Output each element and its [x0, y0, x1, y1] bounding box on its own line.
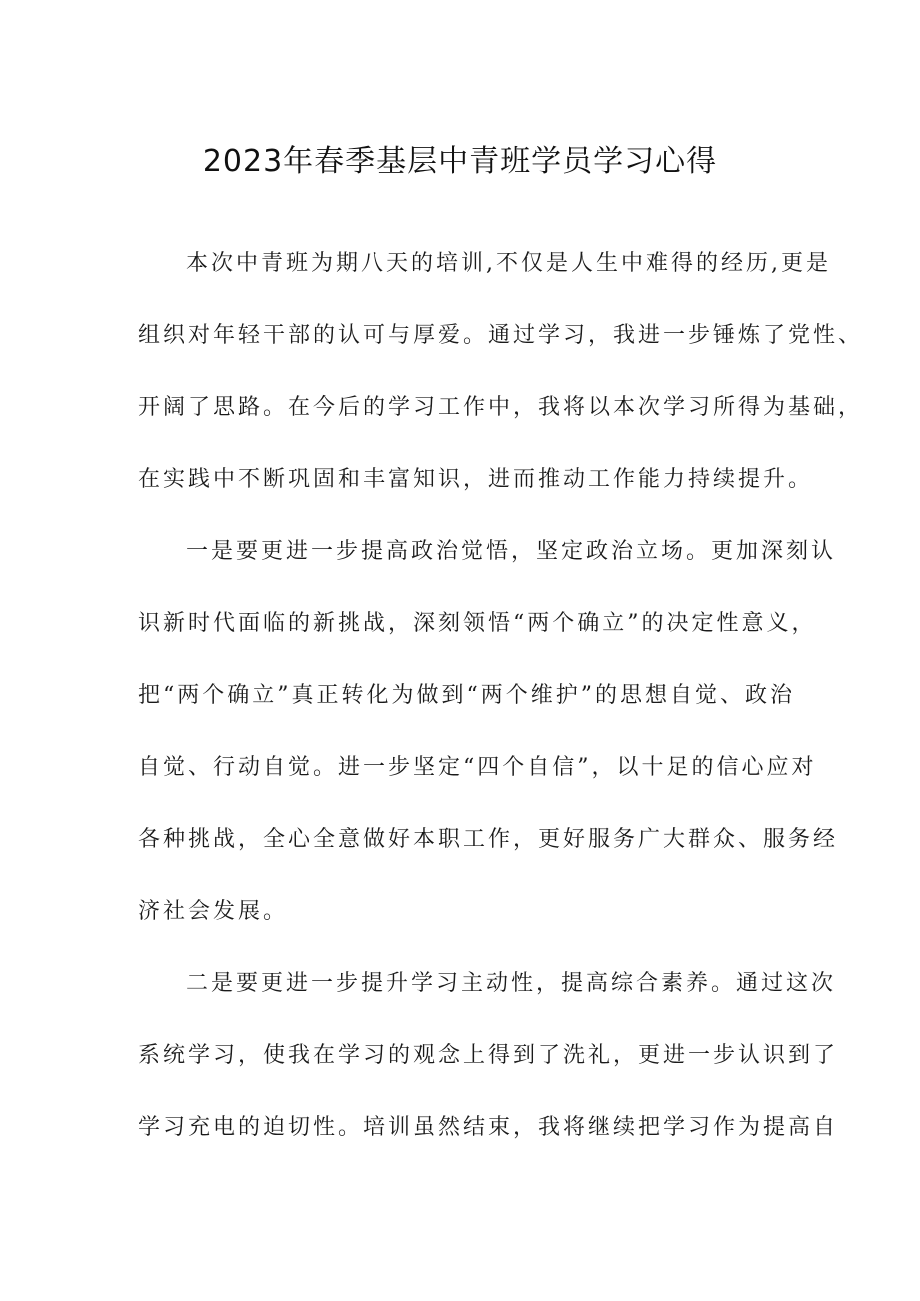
- text-line: 识新时代面临的新挑战，深刻领悟“两个确立”的决定性意义，: [138, 611, 817, 636]
- paragraph-point-two: [138, 962, 839, 1178]
- text-line: 自觉、行动自觉。进一步坚定“四个自信”，以十足的信心应对: [138, 755, 817, 780]
- document-body: [138, 242, 864, 1178]
- text-line: 济社会发展。: [138, 899, 289, 924]
- text-line: 二是要更进一步提升学习主动性，提高综合素养。通过这次: [186, 971, 837, 996]
- text-line: 各种挑战，全心全意做好本职工作，更好服务广大群众、服务经: [138, 827, 839, 852]
- text-line: 把“两个确立”真正转化为做到“两个维护”的思想自觉、政治: [138, 683, 795, 708]
- text-line: 学习充电的迫切性。培训虽然结束，我将继续把学习作为提高自: [138, 1115, 839, 1140]
- paragraph-intro: [138, 242, 864, 530]
- text-line: 一是要更进一步提高政治觉悟，坚定政治立场。更加深刻认: [186, 539, 837, 564]
- text-line: 开阔了思路。在今后的学习工作中，我将以本次学习所得为基础，: [138, 395, 864, 420]
- text-line: 在实践中不断巩固和丰富知识，进而推动工作能力持续提升。: [138, 467, 814, 492]
- text-line: 本次中青班为期八天的培训,不仅是人生中难得的经历,更是: [186, 251, 831, 276]
- text-line: 组织对年轻干部的认可与厚爱。通过学习，我进一步锤炼了党性、: [138, 323, 864, 348]
- document-title: 2023年春季基层中青班学员学习心得: [202, 144, 718, 179]
- text-line: 系统学习，使我在学习的观念上得到了洗礼，更进一步认识到了: [138, 1043, 839, 1068]
- paragraph-point-one: [138, 530, 839, 962]
